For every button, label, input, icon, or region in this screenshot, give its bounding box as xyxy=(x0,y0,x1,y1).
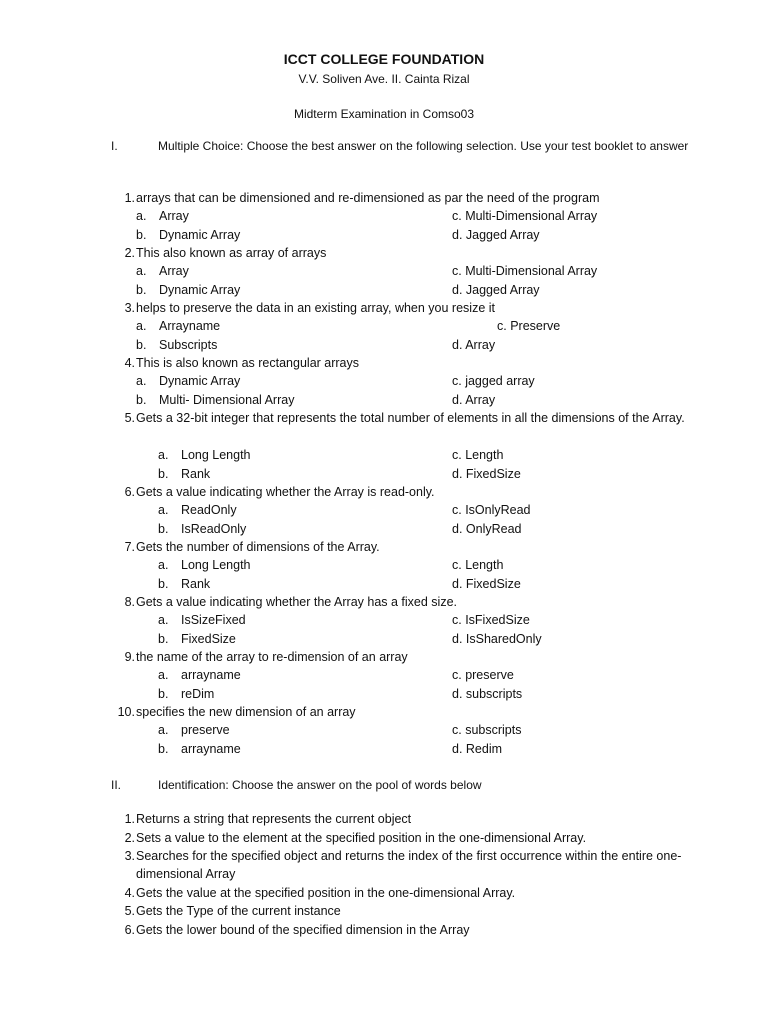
option-letter: a. xyxy=(158,723,169,737)
item-text: Gets the lower bound of the specified dimension in the Array xyxy=(136,923,470,937)
question-number: 4. xyxy=(124,356,135,370)
question-number: 2. xyxy=(124,246,135,260)
question-number: 3. xyxy=(124,301,135,315)
option-letter: a. xyxy=(158,448,169,462)
option-letter: b. xyxy=(136,228,147,242)
option-a xyxy=(136,262,189,280)
question-number: 1. xyxy=(124,191,135,205)
option-d: d. Redim xyxy=(452,742,503,756)
option-letter: a. xyxy=(158,558,169,572)
question-number: 10. xyxy=(117,705,135,719)
option-b xyxy=(136,226,240,244)
option-letter: a. xyxy=(136,374,147,388)
option-text: reDim xyxy=(181,687,215,701)
option-letter: a. xyxy=(136,264,147,278)
option-letter: b. xyxy=(136,283,147,297)
option-d: d. IsSharedOnly xyxy=(452,632,542,646)
option-letter: b. xyxy=(158,522,169,536)
item-number: 2. xyxy=(124,831,135,845)
question-number: 8. xyxy=(124,595,135,609)
question-text: This is also known as rectangular arrays xyxy=(136,356,360,370)
option-d: d. subscripts xyxy=(452,687,523,701)
option-d: d. Jagged Array xyxy=(452,228,540,242)
item-number: 5. xyxy=(124,904,135,918)
option-text: Subscripts xyxy=(159,338,218,352)
school-address: V.V. Soliven Ave. II. Cainta Rizal xyxy=(298,72,470,86)
question-number: 7. xyxy=(124,540,135,554)
option-a xyxy=(158,446,251,464)
option-letter: b. xyxy=(158,577,169,591)
option-text: Array xyxy=(159,264,189,278)
option-a xyxy=(158,556,251,574)
option-letter: b. xyxy=(136,393,147,407)
question-text: helps to preserve the data in an existing array, when you resize it xyxy=(136,301,495,315)
option-text: Long Length xyxy=(181,558,251,572)
option-b xyxy=(136,336,217,354)
option-b xyxy=(158,465,210,483)
question-text: This also known as array of arrays xyxy=(136,246,327,260)
item-number: 4. xyxy=(124,886,135,900)
option-text: Rank xyxy=(181,577,211,591)
option-c: c. jagged array xyxy=(452,374,535,388)
option-letter: b. xyxy=(158,742,169,756)
option-c: c. IsOnlyRead xyxy=(452,503,531,517)
option-c: c. preserve xyxy=(452,668,514,682)
option-c: c. IsFixedSize xyxy=(452,613,530,627)
option-text: Long Length xyxy=(181,448,251,462)
item-text: Gets the value at the specified position in the one-dimensional Array. xyxy=(136,886,516,900)
item-number: 6. xyxy=(124,923,135,937)
option-text: FixedSize xyxy=(181,632,236,646)
question-number: 6. xyxy=(124,485,135,499)
option-letter: b. xyxy=(158,632,169,646)
option-text: preserve xyxy=(181,723,230,737)
question-number: 5. xyxy=(124,411,135,425)
question-text: specifies the new dimension of an array xyxy=(136,705,356,719)
option-c: c. Length xyxy=(452,558,504,572)
option-letter: a. xyxy=(136,319,147,333)
option-c: c. Multi-Dimensional Array xyxy=(452,264,598,278)
school-title: ICCT COLLEGE FOUNDATION xyxy=(283,51,485,67)
option-text: Rank xyxy=(181,467,211,481)
option-text: arrayname xyxy=(181,742,241,756)
item-text: Gets the Type of the current instance xyxy=(136,904,341,918)
item-text: Searches for the specified object and returns the index of the first occurrence within the entire one-dimensional Array xyxy=(136,849,682,882)
option-a xyxy=(136,372,240,390)
option-b xyxy=(136,281,240,299)
option-c: c. subscripts xyxy=(452,723,522,737)
option-d: d. OnlyRead xyxy=(452,522,522,536)
option-b xyxy=(158,685,214,703)
item-text: Sets a value to the element at the specified position in the one-dimensional Array. xyxy=(136,831,587,845)
question-text: Gets a 32-bit integer that represents the total number of elements in all the dimensions of the Array. xyxy=(136,411,685,425)
option-b xyxy=(158,630,236,648)
option-b xyxy=(158,740,241,758)
question-text: Gets the number of dimensions of the Array. xyxy=(136,540,380,554)
option-text: Multi- Dimensional Array xyxy=(159,393,295,407)
option-a xyxy=(136,207,189,225)
option-text: Array xyxy=(159,209,189,223)
option-d: d. Array xyxy=(452,393,496,407)
option-c: c. Preserve xyxy=(497,319,561,333)
question-text: the name of the array to re-dimension of an array xyxy=(136,650,408,664)
option-d: d. FixedSize xyxy=(452,467,521,481)
question-text: Gets a value indicating whether the Array is read-only. xyxy=(136,485,435,499)
option-b xyxy=(158,575,210,593)
item-number: 1. xyxy=(124,812,135,826)
option-d: d. Array xyxy=(452,338,496,352)
option-letter: b. xyxy=(158,467,169,481)
option-letter: a. xyxy=(136,209,147,223)
item-text: Returns a string that represents the current object xyxy=(136,812,412,826)
question-text: arrays that can be dimensioned and re-dimensioned as par the need of the program xyxy=(136,191,600,205)
section-instructions: Multiple Choice: Choose the best answer on the following selection. Use your test booklet to answer xyxy=(158,139,689,153)
option-text: IsSizeFixed xyxy=(181,613,246,627)
option-a xyxy=(158,611,246,629)
option-text: Arrayname xyxy=(159,319,221,333)
option-letter: a. xyxy=(158,613,169,627)
option-c: c. Length xyxy=(452,448,504,462)
option-a xyxy=(158,501,237,519)
option-letter: b. xyxy=(158,687,169,701)
option-letter: a. xyxy=(158,503,169,517)
option-letter: a. xyxy=(158,668,169,682)
option-a xyxy=(158,666,241,684)
item-number: 3. xyxy=(124,849,135,863)
option-b xyxy=(136,391,294,409)
question-text: Gets a value indicating whether the Array has a fixed size. xyxy=(136,595,458,609)
option-text: Dynamic Array xyxy=(159,283,241,297)
option-text: arrayname xyxy=(181,668,241,682)
option-letter: b. xyxy=(136,338,147,352)
option-text: Dynamic Array xyxy=(159,228,241,242)
option-d: d. FixedSize xyxy=(452,577,521,591)
section-number: I. xyxy=(111,139,118,153)
option-b xyxy=(158,520,246,538)
question-number: 9. xyxy=(124,650,135,664)
option-d: d. Jagged Array xyxy=(452,283,540,297)
section-instructions: Identification: Choose the answer on the pool of words below xyxy=(158,778,482,792)
option-text: Dynamic Array xyxy=(159,374,241,388)
section-number: II. xyxy=(111,778,122,792)
option-text: IsReadOnly xyxy=(181,522,247,536)
option-a xyxy=(158,721,230,739)
option-c: c. Multi-Dimensional Array xyxy=(452,209,598,223)
option-text: ReadOnly xyxy=(181,503,237,517)
exam-title: Midterm Examination in Comso03 xyxy=(293,107,475,121)
option-a xyxy=(136,317,220,335)
